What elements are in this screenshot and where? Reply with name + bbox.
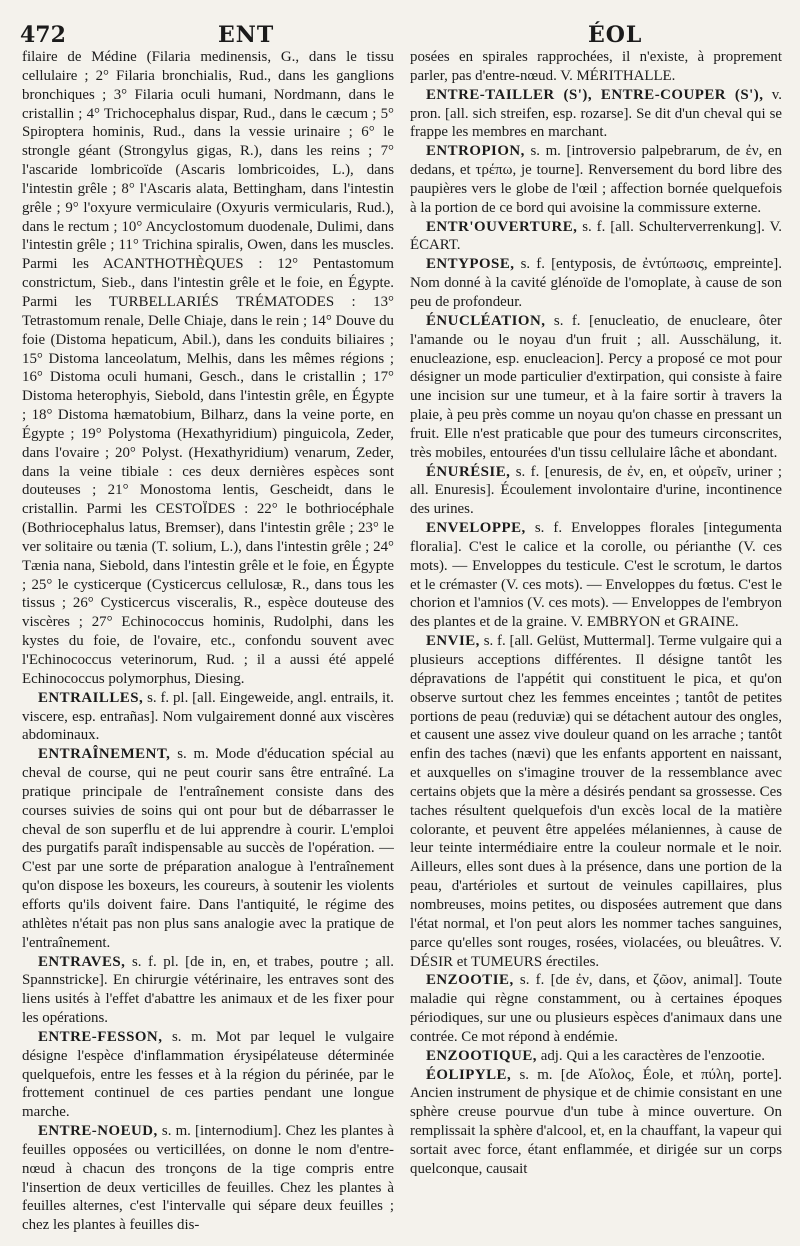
- dictionary-entry: [22, 745, 394, 952]
- dictionary-entry: [410, 312, 782, 463]
- entry-headword: ENTRAILLES,: [38, 689, 144, 706]
- dictionary-entry: [410, 142, 782, 217]
- dictionary-entry: [410, 1066, 782, 1179]
- entry-definition: s. f. [all. Gelüst, Muttermal]. Terme vulgaire qui a plusieurs acceptions différentes. Il désigne tantôt les dépravations de l'appétit qui constituent le pica, et qu'on observe surtout chez les femmes enceintes ; tantôt de petites portions de peau (reduviæ) qui se détachent autour des ongles, et causent une assez vive douleur quand on les arrache ; tantôt enfin des taches (nævi) que les enfants apportent en naissant, et auxquelles on s'imagine trouver de la ressemblance avec certains objets que la mère a désirés pendant sa grossesse. Ces taches résultent quelquefois d'un excès local de la matière colorante, et peuvent être appelées mélaniennes, à cause de leur teinte intermédiaire entre la couleur normale et le noir. Ailleurs, elles sont dues à la présence, dans une portion de la peau, d'artérioles et surtout de veinules capillaires, plus nombreuses, moins petites, ou disposées autrement que dans l'état normal, et l'on peut alors les nommer taches sanguines, parce qu'elles sont rouges, rosées, violacées, ou bleuâtres. V. DÉSIR et TUMEURS érectiles.: [410, 633, 782, 970]
- dictionary-entry: [22, 1028, 394, 1122]
- entry-definition: s. m. [introversio palpebrarum, de ἐν, en dedans, et τρέπω, je tourne]. Renversement du bord libre des paupières vers le globe de l'œil ; affection bornée quelquefois à la portion de ce bord qui avoisine la commissure externe.: [410, 143, 782, 216]
- entry-definition: s. f. Enveloppes florales [integumenta floralia]. C'est le calice et la corolle, ou périanthe (V. ces mots). — Enveloppes du testicule. C'est le scrotum, le dartos et le crémaster (V. ces mots). — Enveloppes du fœtus. C'est le chorion et l'amnios (V. ces mots). — Enveloppes de l'embryon des plantes et de la graine. V. EMBRYON et GRAINE.: [410, 520, 782, 631]
- entry-definition: s. f. pl. [de in, en, et trabes, poutre ; all. Spannstricke]. En chirurgie vétérinaire, les entraves sont des liens usités à l'effet d'abattre les animaux et de les fixer pour les opérations.: [22, 953, 394, 1027]
- entry-headword: ENTRAÎNEMENT,: [38, 746, 171, 763]
- continuation-text: filaire de Médine (Filaria medinensis, G., dans le tissu cellulaire ; 2° Filaria bronchialis, Rud., dans les ganglions bronchiques ; 3° Filaria oculi humani, Nordmann, dans le cristallin ; 4° Trichocephalus dispar, Rud., dans le cæcum ; 5° Spiroptera hominis, Rud., dans la vessie urinaire ; 6° le strongle géant (Strongylus gigas, R.), dans les reins ; 7° l'ascaride lombricoïde (Ascaris lombricoides, L.), dans l'intestin grêle ; 8° l'Ascaris alata, Bettingham, dans l'intestin grêle ; 9° l'oxyure vermiculaire (Oxyuris vermicularis, Rud.), dans le rectum ; 10° Ancyclostomum duodenale, Dulimi, dans l'intestin grêle ; 11° Trichina spiralis, Owen, dans les muscles. Parmi les ACANTHOTHÈQUES : 12° Pentastomum constrictum, Sieb., dans l'intestin grêle et le foie, en Égypte. Parmi les TURBELLARIÉS TRÉMATODES : 13° Tetrastomum renale, Delle Chiaje, dans le rein ; 14° Douve du foie (Distoma hepaticum, Abil.), dans les conduits biliaires ; 15° Distoma lanceolatum, Melhis, dans les mêmes régions ; 16° Distoma oculi humani, Gesch., dans le cristallin ; 17° Distoma heterophyis, Siebold, dans l'intestin grêle, en Égypte ; 18° Distoma hæmatobium, Bilharz, dans la veine porte, en Égypte ; 19° Polystoma (Hexathyridium) pinguicola, Zeder, dans l'ovaire ; 20° Polyst. (Hexathyridium) venarum, Zeder, dans la veine tibiale : ces deux dernières espèces sont douteuses ; 21° Monostoma lentis, Gescheidt, dans le cristallin. Parmi les CESTOÏDES : 22° le bothriocéphale (Bothriocephalus latus, Bremser), dans l'intestin grêle ; 23° le ver solitaire ou tænia (T. solium, L.), dans l'intestin grêle ; 24° Tænia nana, Siebold, dans l'intestin grêle et le foie, en Égypte ; 25° le cysticerque (Cysticercus cellulosæ, R., dans tous les tissus ; 26° Cysticercus visceralis, R., espèce douteuse des viscères ; 27° Echinococcus hominis, Rudolphi, dans les kystes du foie, de l'ovaire, etc., confondu souvent avec l'Echinococcus veterinorum, Rud. ; il a aussi été appelé Echinococcus polymorphus, Diesing.: [22, 49, 394, 687]
- entry-definition: s. f. [de ἐν, dans, et ζῶον, animal]. Toute maladie qui règne constamment, ou à certaines époques périodiques, sur une ou plusieurs espèces d'animaux dans une contrée. Ce mot répond à endémie.: [410, 972, 782, 1045]
- entry-definition: adj. Qui a les caractères de l'enzootie.: [540, 1047, 766, 1064]
- entry-headword: ENVELOPPE,: [426, 520, 526, 537]
- entry-headword: ENTRE-TAILLER (S'), ENTRE-COUPER (S'),: [426, 86, 764, 103]
- entry-headword: ÉNURÉSIE,: [426, 463, 511, 480]
- dictionary-entry: [410, 632, 782, 971]
- entry-headword: ENTRE-NOEUD,: [38, 1123, 158, 1140]
- continuation-text: posées en spirales rapprochées, il n'existe, à proprement parler, pas d'entre-nœud. V. MÉRITHALLE.: [410, 49, 782, 84]
- dictionary-entry: [410, 86, 782, 143]
- entry-definition: v. pron. [all. sich streifen, esp. rozarse]. Se dit d'un cheval qui se frappe les membres en marchant.: [410, 86, 782, 141]
- entry-headword: ENTRE-FESSON,: [38, 1028, 163, 1045]
- entry-headword: ENZOOTIQUE,: [426, 1047, 537, 1064]
- entry-headword: ENTR'OUVERTURE,: [426, 218, 578, 235]
- entry-definition: s. f. [all. Schulterverrenkung]. V. ÉCART.: [410, 218, 782, 254]
- entry-definition: s. m. [de Αἴολος, Éole, et πύλη, porte]. Ancien instrument de physique et de chimie consistant en une sphère creuse pourvue d'un tube à mince ouverture. On remplissait la sphère d'alcool, et, en la chauffant, la vapeur qui sortait avec force, étant enflammée, et dirigée sur un corps quelconque, causait: [410, 1066, 782, 1177]
- entry-definition: s. m. Mot par lequel le vulgaire désigne l'espèce d'inflammation érysipélateuse déterminée quelquefois, entre les fesses et à la région du périnée, par le frottement continuel de ces parties pendant une longue marche.: [22, 1028, 394, 1121]
- dictionary-entry: [410, 971, 782, 1046]
- entry-definition: s. f. [enuresis, de ἐν, en, et οὐρεῖν, uriner ; all. Enuresis]. Écoulement involontaire d'urine, incontinence des urines.: [410, 463, 782, 518]
- entry-definition: s. m. Mode d'éducation spécial au cheval de course, qui ne peut courir sans être entraîné. La pratique principale de l'entraînement consiste dans des courses suivies de soins qui ont pour but de débarrasser le cheval de son superflu et de lui apprendre à courir. L'emploi des purgatifs paraît indispensable au succès de l'opération. — C'est par une sorte de préparation analogue à l'entraînement qu'on dispose les boxeurs, les coureurs, à soutenir les violents efforts qu'ils doivent faire. Dans l'antiquité, le régime des athlètes n'était pas non plus sans analogie avec la pratique de l'entraînement.: [22, 746, 394, 951]
- right-column: [410, 48, 782, 1240]
- dictionary-entry: [410, 255, 782, 312]
- dictionary-entry: [410, 218, 782, 256]
- entry-definition: s. f. [enucleatio, de enucleare, ôter l'amande ou le noyau d'un fruit ; all. Ausschälung, it. enucleazione, esp. enucleacion]. Percy a proposé ce mot pour désigner un mode particulier d'extirpation, qui consiste à faire une incision sur une tumeur, et à la faire sortir à travers la plaie, à peu près comme un noyau qu'on chasse en pressant un fruit. Elle n'est praticable que pour des tumeurs circonscrites, très mobiles, entourées d'un tissu cellulaire lâche et abondant.: [410, 312, 782, 461]
- entry-definition: s. f. [entyposis, de ἐντύπωσις, empreinte]. Nom donné à la cavité glénoïde de l'omoplate, à cause de son peu de profondeur.: [410, 256, 782, 310]
- dictionary-entry: [410, 463, 782, 520]
- entry-headword: ENTYPOSE,: [426, 256, 515, 273]
- left-column: [22, 48, 394, 1240]
- dictionary-entry: [410, 519, 782, 632]
- entry-definition: s. f. pl. [all. Eingeweide, angl. entrails, it. viscere, esp. entrañas]. Nom vulgairement donné aux viscères abdominaux.: [22, 689, 394, 744]
- entry-headword: ÉOLIPYLE,: [426, 1066, 512, 1083]
- left-running-head: ENT: [218, 22, 275, 48]
- dictionary-entry: [410, 1047, 782, 1066]
- entry-headword: ENTRAVES,: [38, 953, 126, 970]
- dictionary-entry: [22, 689, 394, 746]
- entry-definition: s. m. [internodium]. Chez les plantes à feuilles opposées ou verticillées, on donne le nom d'entre-nœud à chacun des tronçons de la tige compris entre l'insertion de deux verticilles de feuilles. Chez les plantes à feuilles alternes, c'est l'intervalle qui sépare deux feuilles ; chez les plantes à feuilles dis-: [22, 1123, 394, 1234]
- dictionary-entry: [22, 1122, 394, 1235]
- entry-headword: ENZOOTIE,: [426, 972, 514, 989]
- right-running-head: ÉOL: [588, 22, 643, 48]
- entry-headword: ÉNUCLÉATION,: [426, 312, 546, 329]
- entry-headword: ENTROPION,: [426, 143, 525, 160]
- dictionary-entry: [22, 953, 394, 1028]
- page-number: 472: [20, 22, 66, 48]
- entry-headword: ENVIE,: [426, 633, 480, 650]
